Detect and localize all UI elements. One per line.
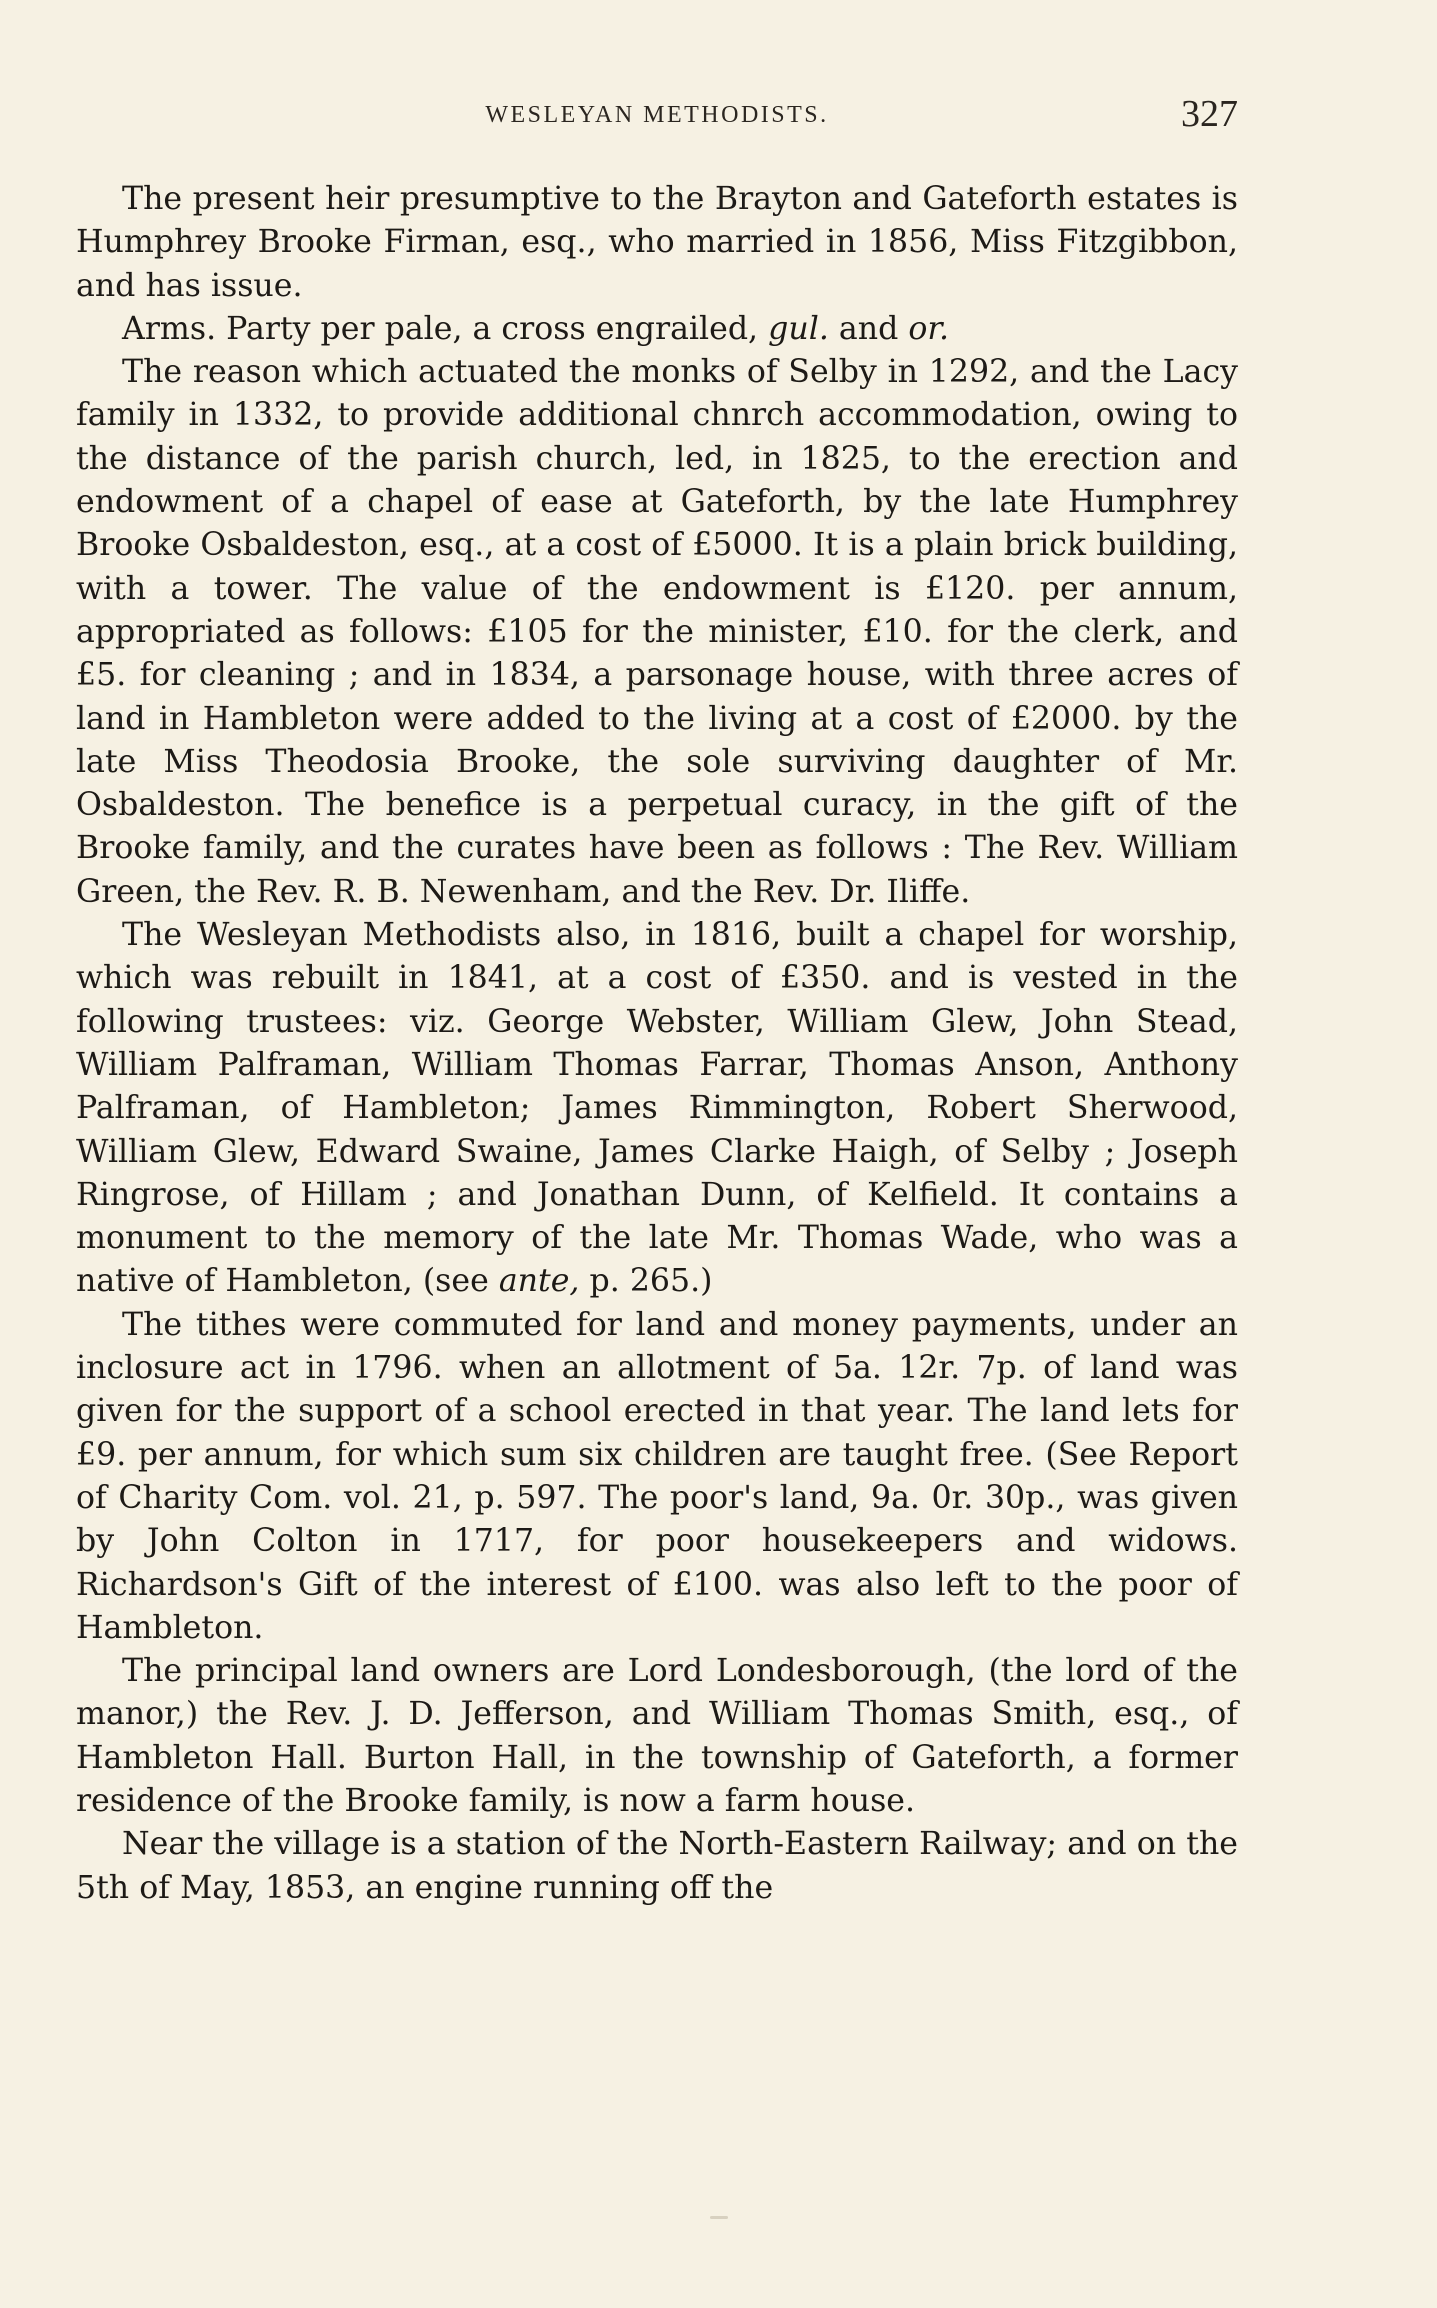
body-text	[76, 178, 1238, 1910]
ante-reference: ante,	[498, 1263, 580, 1300]
paragraph-chapel-of-ease: The reason which actuated the monks of Selby in 1292, and the Lacy family in 1332, to provide additional chnrch accommodation, owing to the distance of the parish church, led, in 1825, to the erection and endowment of a chapel of ease at Gateforth, by the late Humphrey Brooke Osbaldeston, esq., at a cost of £5000. It is a plain brick building, with a tower. The value of the endowment is £120. per annum, appropriated as follows: £105 for the minister, £10. for the clerk, and £5. for cleaning ; and in 1834, a parsonage house, with three acres of land in Hambleton were added to the living at a cost of £2000. by the late Miss Theodosia Brooke, the sole surviving daughter of Mr. Osbaldeston. The benefice is a perpetual curacy, in the gift of the Brooke family, and the curates have been as follows : The Rev. William Green, the Rev. R. B. Newenham, and the Rev. Dr. Iliffe.	[76, 354, 1238, 910]
wesleyan-text: The Wesleyan Methodists also, in 1816, built a chapel for worship, which was rebuilt in 1841, at a cost of £350. and is vested in the following trustees: viz. George Webster, William Glew, John Stead, William Palframan, William Thomas Farrar, Thomas Anson, Anthony Palframan, of Hambleton; James Rimmington, Robert Sherwood, William Glew, Edward Swaine, James Clarke Haigh, of Selby ; Joseph Ringrose, of Hillam ; and Jonathan Dunn, of Kelfield. It contains a monument to the memory of the late Mr. Thomas Wade, who was a native of Hambleton, (see	[76, 917, 1238, 1300]
arms-tincture-gules: gul.	[768, 310, 829, 347]
paragraph-tithes: The tithes were commuted for land and money payments, under an inclosure act in 1796. when an allotment of 5a. 12r. 7p. of land was given for the support of a school erected in that year. The land lets for £9. per annum, for which sum six children are taught free. (See Report of Charity Com. vol. 21, p. 597. The poor's land, 9a. 0r. 30p., was given by John Colton in 1717, for poor housekeepers and widows. Richardson's Gift of the interest of £100. was also left to the poor of Hambleton.	[76, 1306, 1238, 1646]
page-header	[76, 92, 1238, 142]
arms-text: Arms. Party per pale, a cross engrailed,	[122, 310, 769, 347]
page-reference: p. 265.)	[579, 1263, 713, 1300]
paragraph-arms	[76, 308, 1238, 351]
paragraph-railway: Near the village is a station of the North-Eastern Railway; and on the 5th of May, 1853, an engine running off the	[76, 1826, 1238, 1906]
arms-tincture-or: or.	[908, 310, 950, 347]
running-title: WESLEYAN METHODISTS.	[485, 102, 829, 128]
paragraph-heir: The present heir presumptive to the Brayton and Gateforth estates is Humphrey Brooke Firman, esq., who married in 1856, Miss Fitzgibbon, and has issue.	[76, 181, 1238, 304]
paper-mark	[710, 2216, 728, 2219]
page-number: 327	[1181, 93, 1238, 135]
arms-conjunction: and	[828, 310, 909, 347]
paragraph-land-owners: The principal land owners are Lord Londesborough, (the lord of the manor,) the Rev. J. D. Jefferson, and William Thomas Smith, esq., of Hambleton Hall. Burton Hall, in the township of Gateforth, a former residence of the Brooke family, is now a farm house.	[76, 1653, 1238, 1819]
paragraph-wesleyan-chapel	[76, 914, 1238, 1304]
